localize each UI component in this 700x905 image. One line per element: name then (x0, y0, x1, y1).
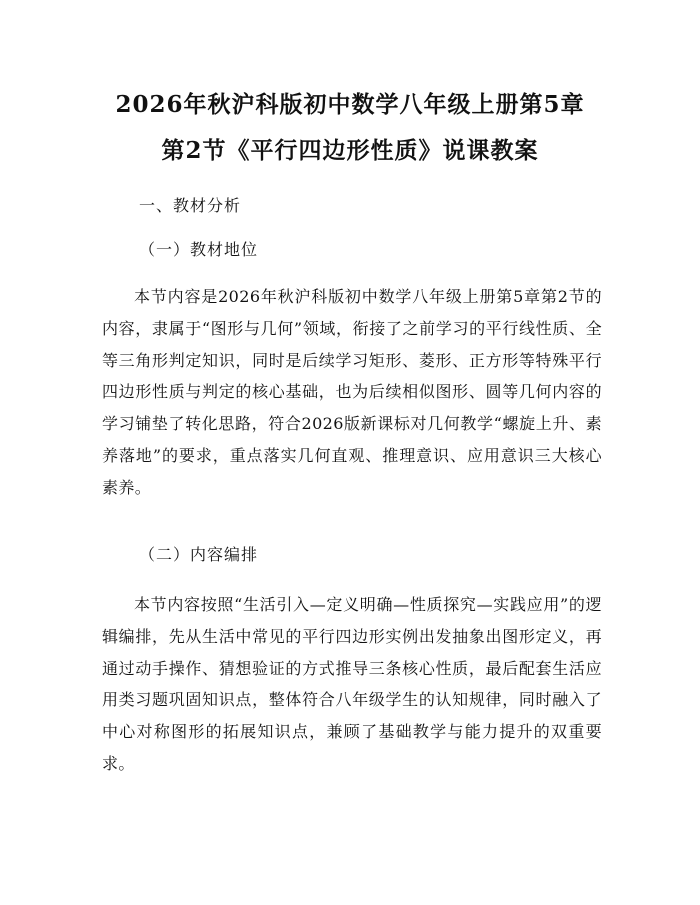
paragraph-content-arrangement: 本节内容按照“生活引入—定义明确—性质探究—实践应用”的逻辑编排，先从生活中常见的平行四边形实例出发抽象出图形定义，再通过动手操作、猜想验证的方式推导三条核心性质，最后配套生活应用类习题巩固知识点，整体符合八年级学生的认知规律，同时融入了中心对称图形的拓展知识点，兼顾了基础教学与能力提升的双重要求。 (102, 595, 602, 773)
document-title-line-2: 第2节《平行四边形性质》说课教案 (161, 137, 539, 164)
section-heading-textbook-analysis: 一、教材分析 (139, 196, 242, 215)
paragraph-textbook-position: 本节内容是2026年秋沪科版初中数学八年级上册第5章第2节的内容，隶属于“图形与几何”领域，衔接了之前学习的平行线性质、全等三角形判定知识，同时是后续学习矩形、菱形、正方形等特殊平行四边形性质与判定的核心基础，也为后续相似图形、圆等几何内容的学习铺垫了转化思路，符合2026版新课标对几何教学“螺旋上升、素养落地”的要求，重点落实几何直观、推理意识、应用意识三大核心素养。 (102, 287, 602, 497)
document-title-line-1: 2026年秋沪科版初中数学八年级上册第5章 (115, 91, 585, 118)
subsection-heading-textbook-position: （一）教材地位 (139, 240, 259, 259)
subsection-heading-content-arrangement: （二）内容编排 (139, 545, 259, 564)
